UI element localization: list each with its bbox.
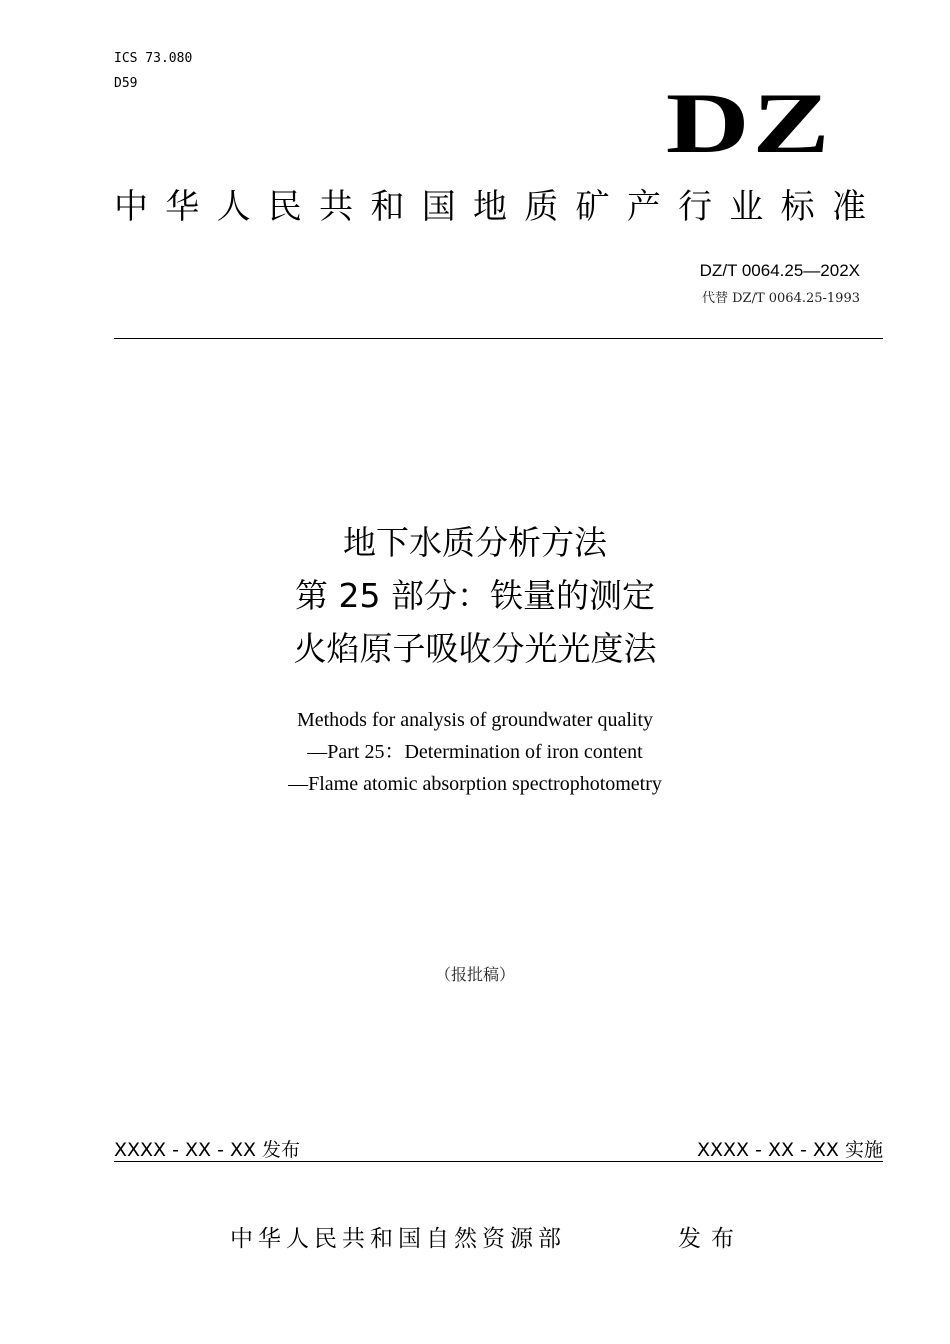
- standard-category-char: 标: [780, 187, 815, 227]
- standard-category: [114, 186, 866, 228]
- english-title-line-3: —Flame atomic absorption spectrophotometry: [288, 773, 662, 795]
- standard-category-char: 中: [114, 187, 148, 227]
- english-title-line-1: Methods for analysis of groundwater quality: [296, 709, 654, 731]
- chinese-title-line-3: 火焰原子吸收分光光度法: [293, 629, 657, 668]
- standard-category-char: 矿: [575, 187, 610, 227]
- standard-category-char: 华: [165, 187, 200, 227]
- draft-status: （报批稿）: [434, 965, 515, 984]
- standard-category-char: 质: [524, 187, 559, 227]
- chinese-title: [0, 516, 950, 675]
- standard-category-char: 产: [626, 187, 661, 227]
- english-title-line-2: —Part 25：Determination of iron content: [307, 741, 643, 763]
- standard-category-char: 民: [267, 187, 302, 227]
- standard-category-char: 准: [831, 187, 866, 227]
- standard-category-char: 和: [370, 187, 405, 227]
- date-divider: [114, 1161, 883, 1162]
- standard-category-char: 人: [216, 187, 251, 227]
- replaces-standard: 代替 DZ/T 0064.25-1993: [701, 291, 860, 306]
- standard-category-char: 行: [678, 187, 713, 227]
- standard-category-char: 共: [319, 187, 354, 227]
- header-divider: [114, 338, 883, 339]
- issue-action: 发布: [678, 1226, 744, 1252]
- publish-date: XXXX - XX - XX 发布: [114, 1139, 301, 1161]
- standard-number: DZ/T 0064.25—202X: [699, 261, 860, 280]
- standard-category-char: 地: [472, 187, 507, 227]
- dz-logo: DZ: [665, 75, 832, 171]
- implement-date: XXXX - XX - XX 实施: [696, 1139, 883, 1161]
- issuing-authority: 中华人民共和国自然资源部: [230, 1226, 566, 1252]
- standard-category-char: 国: [421, 187, 456, 227]
- english-title: [0, 704, 950, 800]
- ics-code: ICS 73.080: [114, 51, 193, 66]
- chinese-title-line-2: 第 25 部分：铁量的测定: [295, 576, 655, 615]
- classification-code: D59: [114, 76, 138, 91]
- chinese-title-line-1: 地下水质分析方法: [343, 523, 607, 562]
- standard-category-char: 业: [729, 187, 764, 227]
